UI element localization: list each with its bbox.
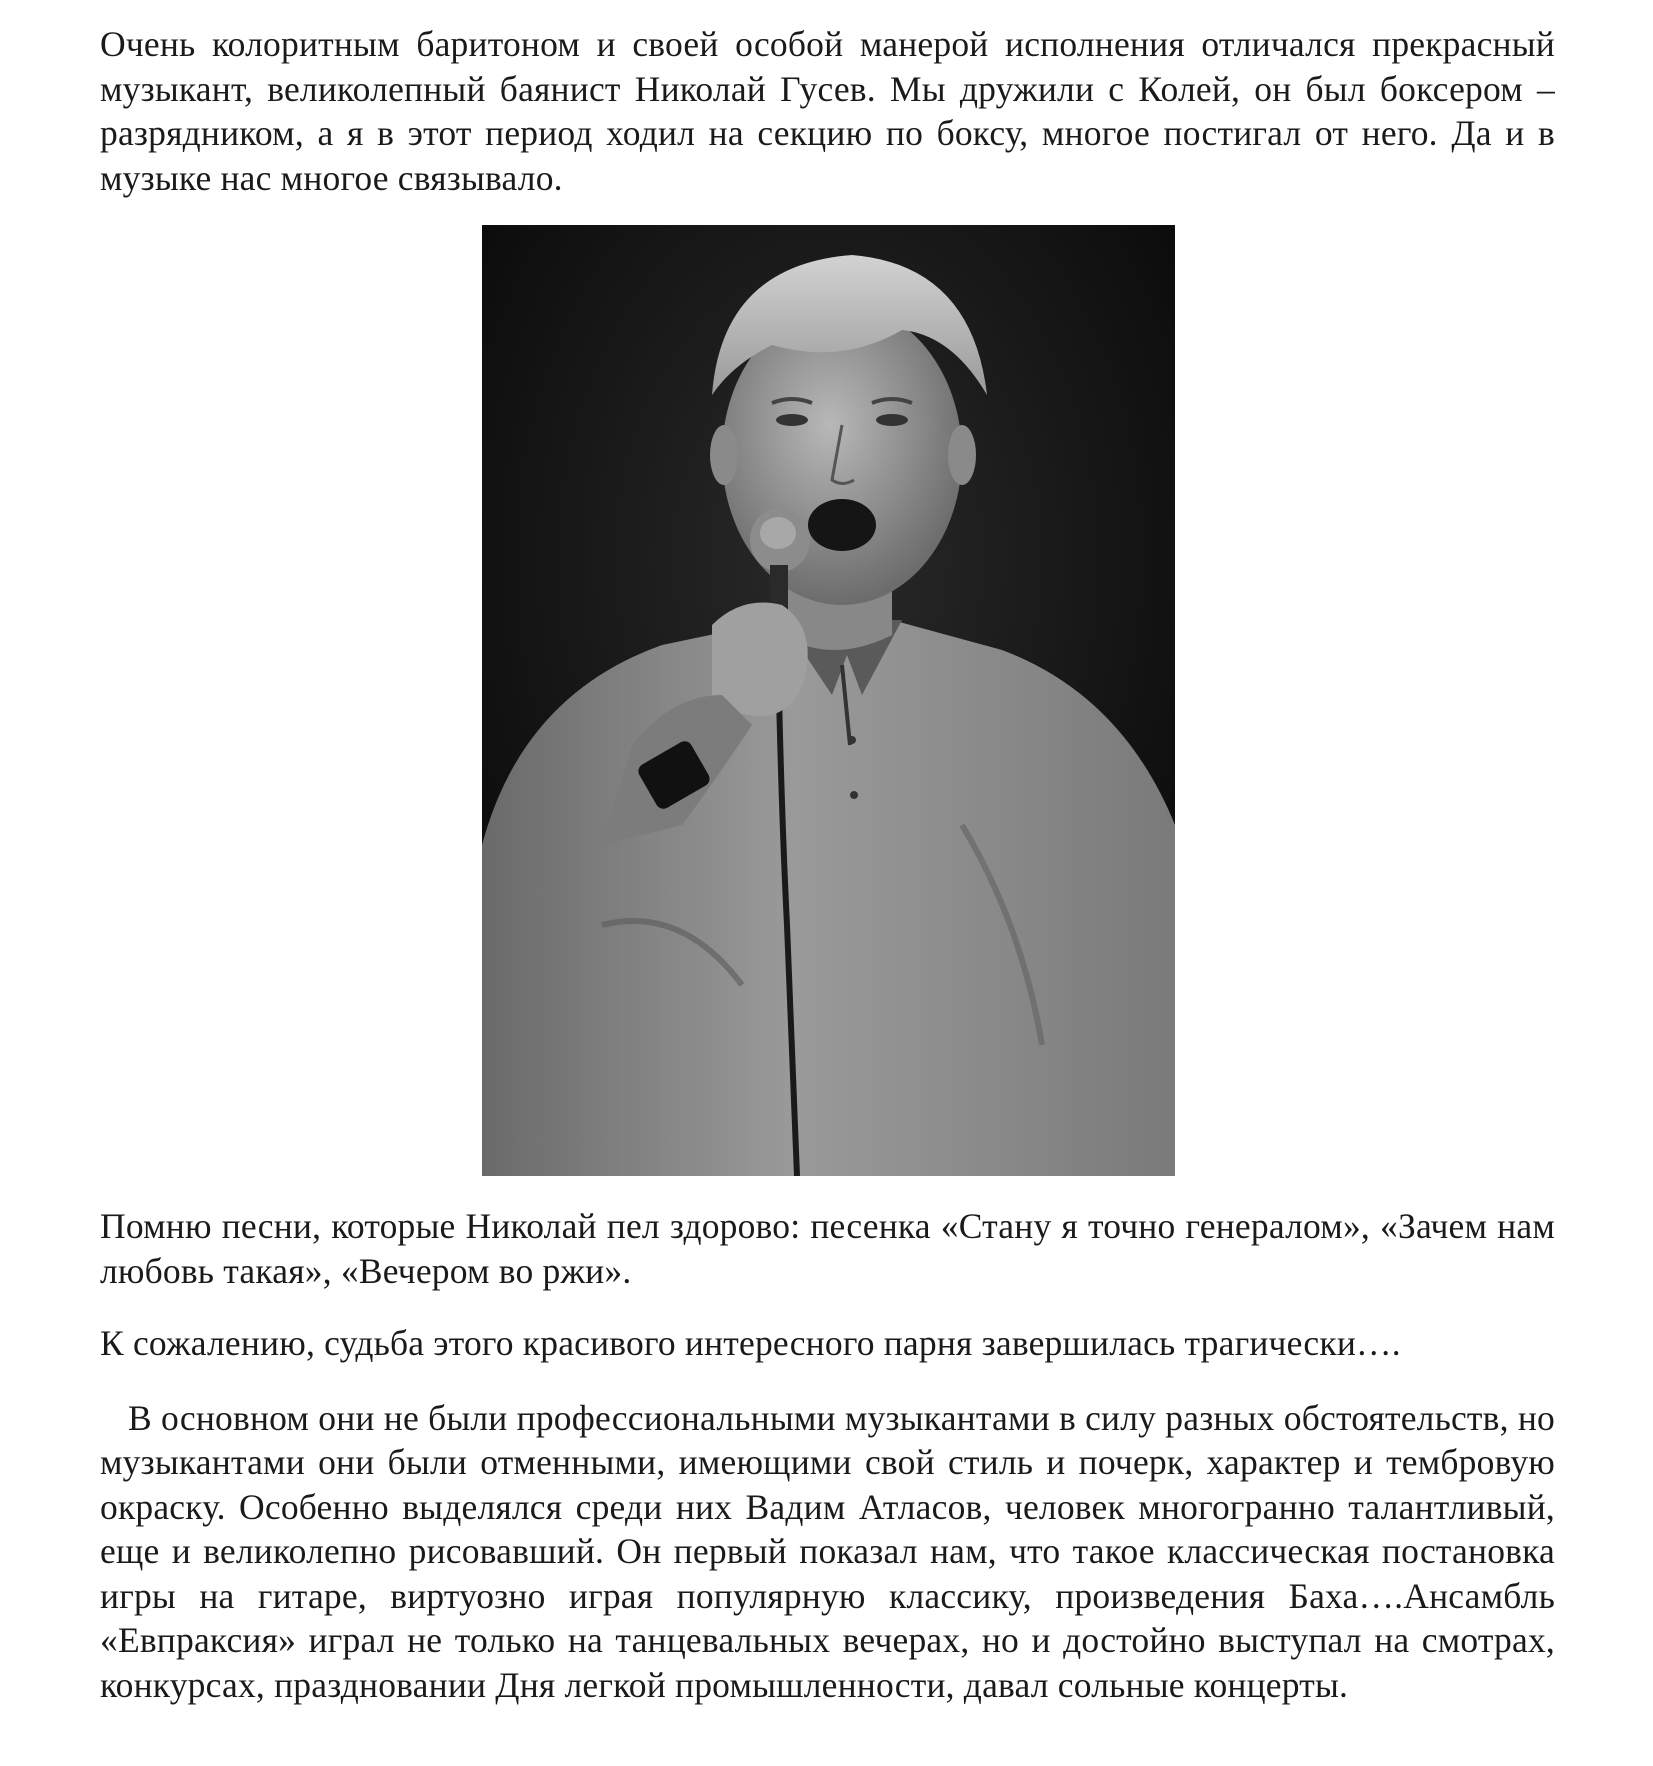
- document-text-after-photo: [100, 1204, 1555, 1707]
- document-page: [100, 22, 1555, 230]
- paragraph-fate: К сожалению, судьба этого красивого интересного парня завершилась трагически….: [100, 1323, 1401, 1363]
- photo-singer-with-microphone: [482, 225, 1175, 1176]
- paragraph-musicians: В основном они не были профессиональными музыкантами в силу разных обстоятельств, но музыкантами они были отменными, имеющими свой стиль и почерк, характер и тембровую окраску. Особенно выделялся среди них Вадим Атласов, человек многогранно талантливый, еще и великолепно рисовавший. Он первый показал нам, что такое классическая постановка игры на гитаре, виртуозно играя популярную классику, произведения Баха….Ансамбль «Евпраксия» играл не только на танцевальных вечерах, но и достойно выступал на смотрах, конкурсах, праздновании Дня легкой промышленности, давал сольные концерты.: [100, 1397, 1555, 1705]
- paragraph-songs: Помню песни, которые Николай пел здорово: песенка «Стану я точно генералом», «Зачем нам любовь такая», «Вечером во ржи».: [100, 1206, 1555, 1291]
- paragraph-intro: Очень колоритным баритоном и своей особой манерой исполнения отличался прекрасный музыкант, великолепный баянист Николай Гусев. Мы дружили с Колей, он был боксером –разрядником, а я в этот период ходил на секцию по боксу, многое постигал от него. Да и в музыке нас многое связывало.: [100, 24, 1555, 198]
